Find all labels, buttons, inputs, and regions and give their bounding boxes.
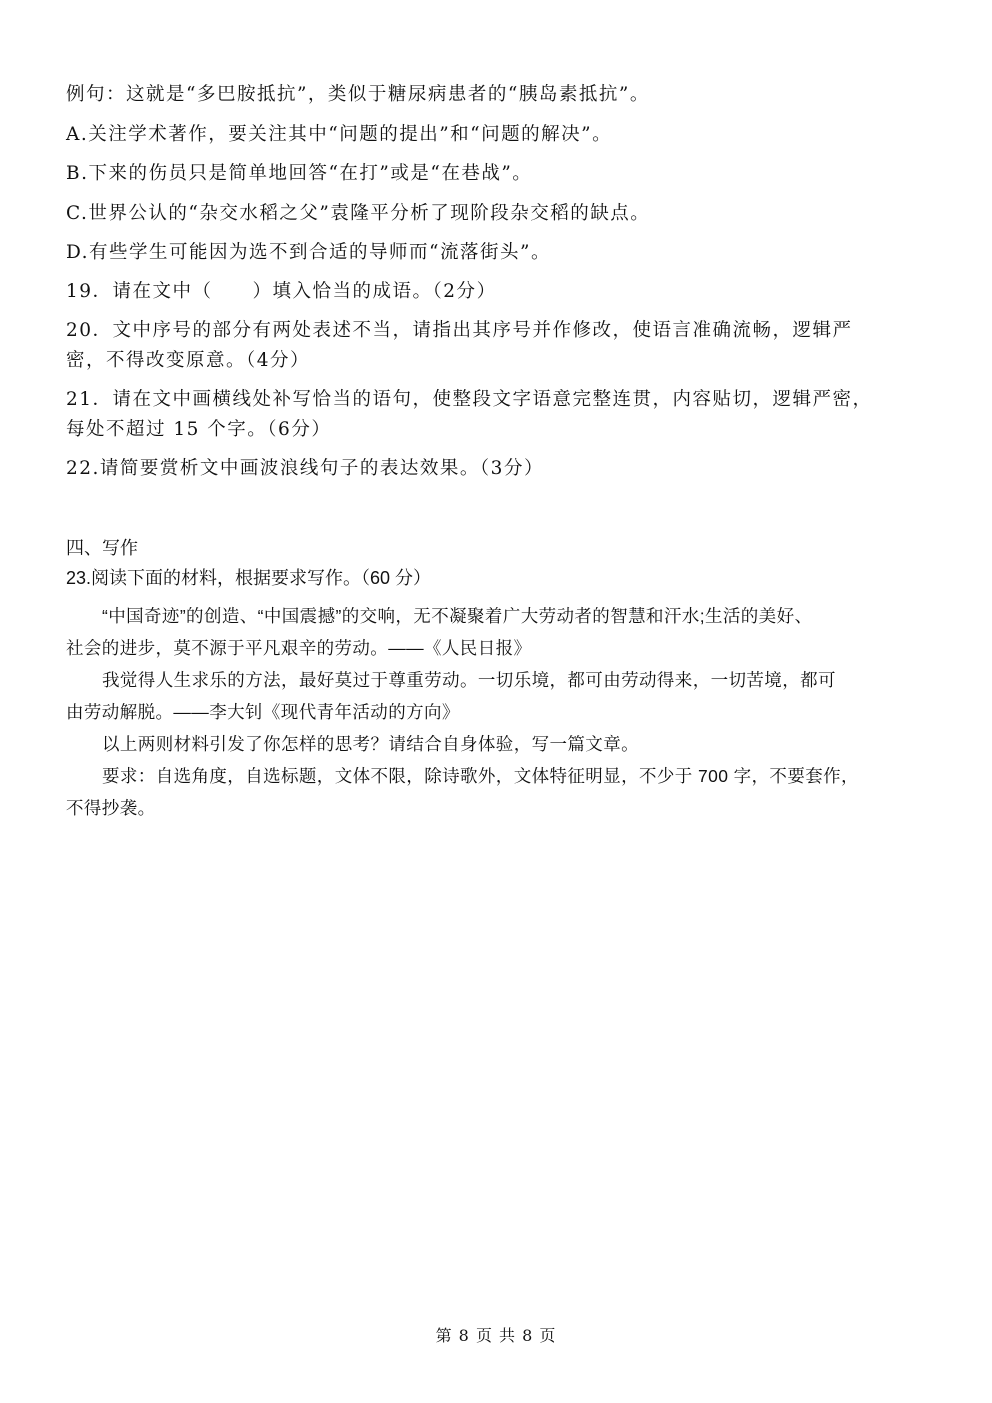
- material-1-line-2: 社会的进步，莫不源于平凡艰辛的劳动。——《人民日报》: [66, 638, 532, 658]
- question-22: 22.请简要赏析文中画波浪线句子的表达效果。（3分）: [66, 458, 544, 479]
- question-21-line-1: 21．请在文中画横线处补写恰当的语句，使整段文字语意完整连贯，内容贴切，逻辑严密，: [66, 389, 873, 410]
- question-23: 23.阅读下面的材料，根据要求写作。（60 分）: [66, 568, 432, 588]
- page-footer: 第 8 页 共 8 页: [435, 1326, 557, 1345]
- question-20: [66, 316, 928, 376]
- question-20-line-1: 20．文中序号的部分有两处表述不当，请指出其序号并作修改，使语言准确流畅，逻辑严: [66, 320, 853, 341]
- option-a: A.关注学术著作，要关注其中“问题的提出”和“问题的解决”。: [66, 124, 613, 145]
- writing-material: [66, 600, 928, 824]
- example-sentence: 例句：这就是“多巴胺抵抗”，类似于糖尿病患者的“胰岛素抵抗”。: [66, 84, 650, 105]
- option-b: B.下来的伤员只是简单地回答“在打”或是“在巷战”。: [66, 163, 533, 184]
- requirements-line-1: 要求：自选角度，自选标题，文体不限，除诗歌外，文体特征明显，不少于 700 字，不要套作，: [102, 766, 859, 786]
- requirements-line-2: 不得抄袭。: [66, 798, 156, 818]
- option-c: C.世界公认的“杂交水稻之父”袁隆平分析了现阶段杂交稻的缺点。: [66, 203, 651, 224]
- question-20-line-2: 密，不得改变原意。（4分）: [66, 350, 311, 371]
- question-21-line-2: 每处不超过 15 个字。（6分）: [66, 419, 332, 440]
- material-2-line-2: 由劳动解脱。——李大钊《现代青年活动的方向》: [66, 702, 460, 722]
- question-19: 19．请在文中（ ）填入恰当的成语。（2分）: [66, 281, 497, 302]
- question-21: [66, 385, 928, 445]
- option-d: D.有些学生可能因为选不到合适的导师而“流落街头”。: [66, 242, 551, 263]
- material-2-line-1: 我觉得人生求乐的方法，最好莫过于尊重劳动。一切乐境，都可由劳动得来，一切苦境，都可: [102, 670, 836, 690]
- material-1-line-1: “中国奇迹”的创造、“中国震撼”的交响，无不凝聚着广大劳动者的智慧和汗水;生活的美好、: [102, 606, 813, 626]
- writing-prompt: 以上两则材料引发了你怎样的思考？请结合自身体验，写一篇文章。: [102, 734, 639, 754]
- section-heading-writing: 四、写作: [66, 538, 138, 558]
